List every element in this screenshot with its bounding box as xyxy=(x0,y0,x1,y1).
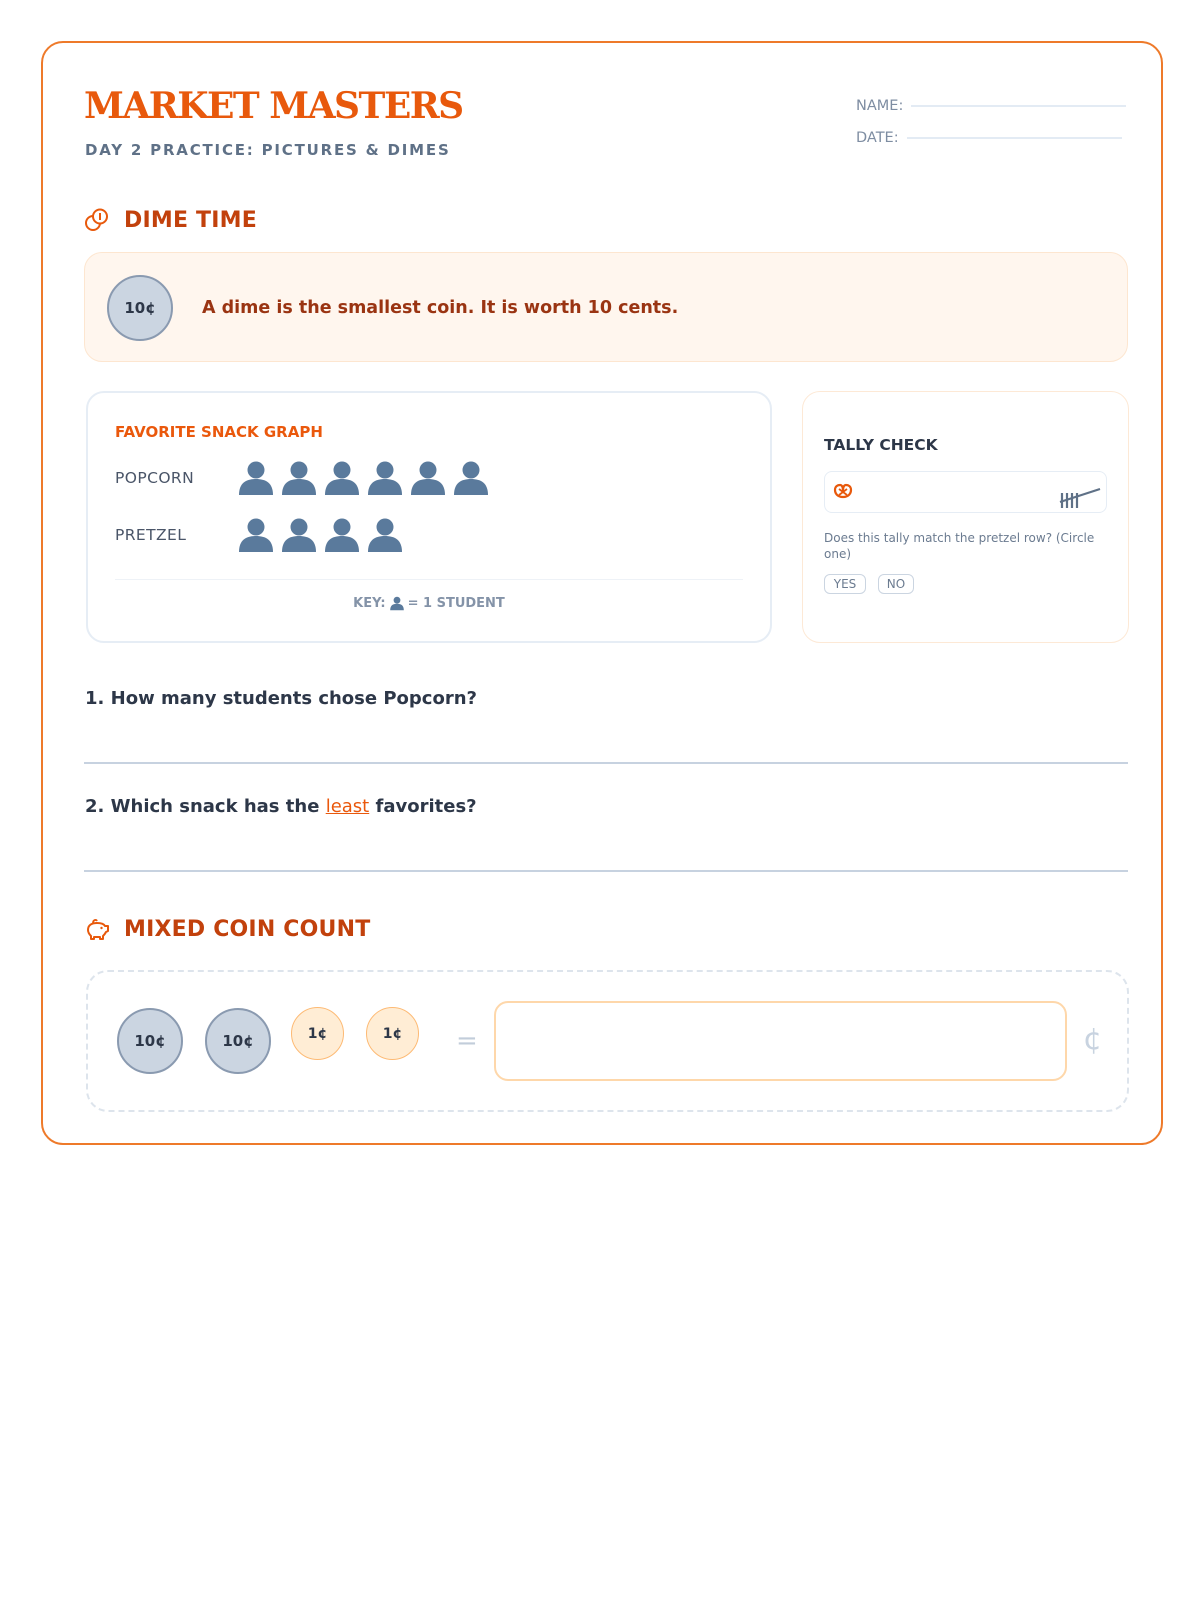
coin-count-box xyxy=(86,970,1129,1112)
question-text: Which snack has the xyxy=(110,796,320,817)
question-1 xyxy=(85,688,477,709)
name-line xyxy=(911,105,1126,107)
student-icon xyxy=(236,514,276,554)
student-icon xyxy=(322,457,362,497)
equals-sign: = xyxy=(456,1026,478,1056)
student-icon xyxy=(451,457,491,497)
tally-question: Does this tally match the pretzel row? (Circle one) xyxy=(824,531,1095,561)
question-text: favorites? xyxy=(375,796,477,817)
section-title: MIXED COIN COUNT xyxy=(124,916,371,942)
graph-row-label: PRETZEL xyxy=(115,526,187,544)
highlight-word: least xyxy=(325,796,370,817)
tally-box xyxy=(824,471,1107,513)
name-field[interactable] xyxy=(856,98,1126,114)
question-2 xyxy=(85,796,477,817)
student-icon xyxy=(236,457,276,497)
yes-option[interactable]: YES xyxy=(824,574,866,594)
dime-coin: 10¢ xyxy=(107,275,173,341)
student-icon xyxy=(365,457,405,497)
tally-card xyxy=(802,391,1129,643)
graph-row-pretzel xyxy=(236,514,408,554)
tally-title: TALLY CHECK xyxy=(824,436,938,454)
date-label: DATE: xyxy=(856,130,899,146)
graph-key xyxy=(88,595,770,611)
student-icon xyxy=(279,514,319,554)
student-icon xyxy=(408,457,448,497)
key-prefix: KEY: xyxy=(353,595,386,611)
snack-graph-card xyxy=(86,391,772,643)
date-field[interactable] xyxy=(856,130,1122,146)
no-option[interactable]: NO xyxy=(878,574,914,594)
student-icon xyxy=(365,514,405,554)
piggy-bank-icon xyxy=(84,916,110,942)
key-suffix: = 1 STUDENT xyxy=(407,595,505,611)
coin-count-header xyxy=(84,916,370,942)
student-icon xyxy=(279,457,319,497)
key-divider xyxy=(115,579,743,580)
student-icon xyxy=(389,595,405,611)
name-label: NAME: xyxy=(856,98,904,114)
answer-line-2[interactable] xyxy=(84,870,1128,872)
dime-info-box xyxy=(84,252,1128,362)
dime-coin: 10¢ xyxy=(117,1008,183,1074)
worksheet-subtitle: DAY 2 PRACTICE: PICTURES & DIMES xyxy=(85,141,451,159)
dime-coin: 10¢ xyxy=(205,1008,271,1074)
answer-line-1[interactable] xyxy=(84,762,1128,764)
pretzel-icon xyxy=(833,482,853,500)
student-icon xyxy=(322,514,362,554)
section-title: DIME TIME xyxy=(124,207,257,233)
graph-row-popcorn xyxy=(236,457,494,497)
penny-coin: 1¢ xyxy=(291,1007,344,1060)
question-text: How many students chose Popcorn? xyxy=(110,688,477,709)
penny-coin: 1¢ xyxy=(366,1007,419,1060)
dime-section-header xyxy=(84,207,257,233)
dime-fact: A dime is the smallest coin. It is worth 10 cents. xyxy=(202,298,679,318)
cent-symbol: ¢ xyxy=(1083,1022,1103,1057)
coins-icon xyxy=(84,207,110,233)
graph-title: FAVORITE SNACK GRAPH xyxy=(115,423,323,441)
coin-total-input[interactable] xyxy=(494,1001,1067,1081)
worksheet-title: MARKET MASTERS xyxy=(84,85,463,127)
date-line xyxy=(907,137,1122,139)
graph-row-label: POPCORN xyxy=(115,469,195,487)
question-number: 1. xyxy=(85,688,105,709)
tally-marks xyxy=(1059,486,1103,512)
question-number: 2. xyxy=(85,796,105,817)
